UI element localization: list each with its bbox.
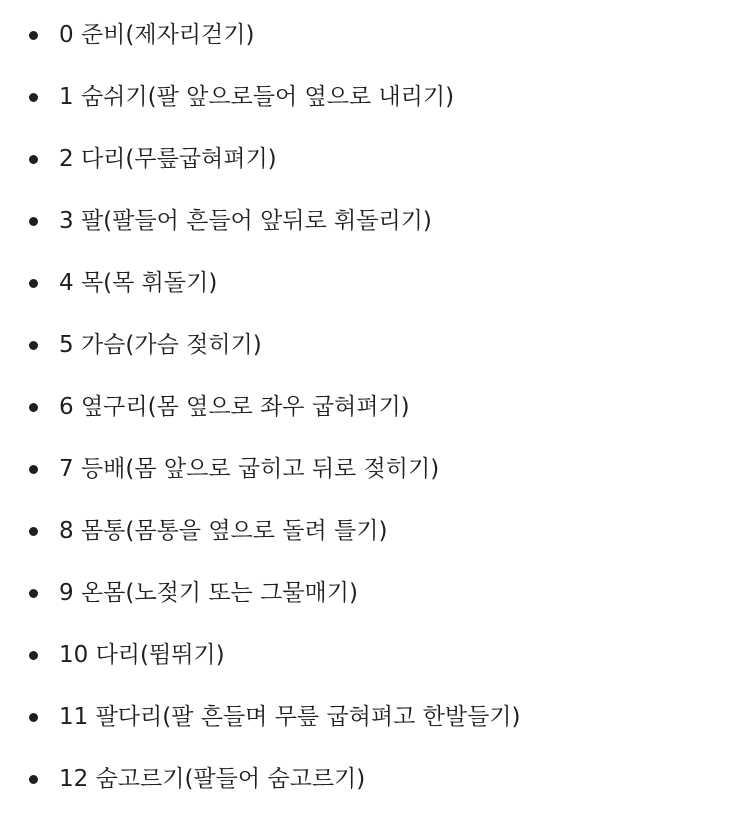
list-item-text: 10 다리(뜀뛰기): [59, 642, 225, 668]
bullet-icon: [29, 31, 38, 40]
list-item: [0, 252, 750, 314]
bullet-icon: [29, 775, 38, 784]
list-item: [0, 500, 750, 562]
bullet-icon: [29, 527, 38, 536]
list-item-text: 5 가슴(가슴 젖히기): [59, 332, 262, 358]
list-item-text: 1 숨쉬기(팔 앞으로들어 옆으로 내리기): [59, 84, 455, 110]
bullet-icon: [29, 465, 38, 474]
exercise-list: [0, 4, 750, 810]
list-item: [0, 624, 750, 686]
list-item: [0, 66, 750, 128]
list-item: [0, 686, 750, 748]
bullet-icon: [29, 651, 38, 660]
list-item-text: 4 목(목 휘돌기): [59, 270, 218, 296]
bullet-icon: [29, 341, 38, 350]
list-item-text: 2 다리(무릎굽혀펴기): [59, 146, 277, 172]
list-item-text: 3 팔(팔들어 흔들어 앞뒤로 휘돌리기): [59, 208, 432, 234]
list-item: [0, 4, 750, 66]
bullet-icon: [29, 589, 38, 598]
list-item-text: 8 몸통(몸통을 옆으로 돌려 틀기): [59, 518, 388, 544]
list-item-text: 12 숨고르기(팔들어 숨고르기): [59, 766, 366, 792]
bullet-icon: [29, 403, 38, 412]
list-item: [0, 748, 750, 810]
list-item-text: 6 옆구리(몸 옆으로 좌우 굽혀펴기): [59, 394, 410, 420]
bullet-icon: [29, 155, 38, 164]
list-item: [0, 438, 750, 500]
bullet-icon: [29, 93, 38, 102]
list-item-text: 7 등배(몸 앞으로 굽히고 뒤로 젖히기): [59, 456, 440, 482]
list-item-text: 9 온몸(노젖기 또는 그물매기): [59, 580, 358, 606]
list-item-text: 11 팔다리(팔 흔들며 무릎 굽혀펴고 한발들기): [59, 704, 521, 730]
list-item: [0, 376, 750, 438]
list-item: [0, 314, 750, 376]
list-item: [0, 128, 750, 190]
bullet-icon: [29, 217, 38, 226]
bullet-icon: [29, 279, 38, 288]
list-item: [0, 562, 750, 624]
list-item-text: 0 준비(제자리걷기): [59, 22, 255, 48]
list-item: [0, 190, 750, 252]
bullet-icon: [29, 713, 38, 722]
